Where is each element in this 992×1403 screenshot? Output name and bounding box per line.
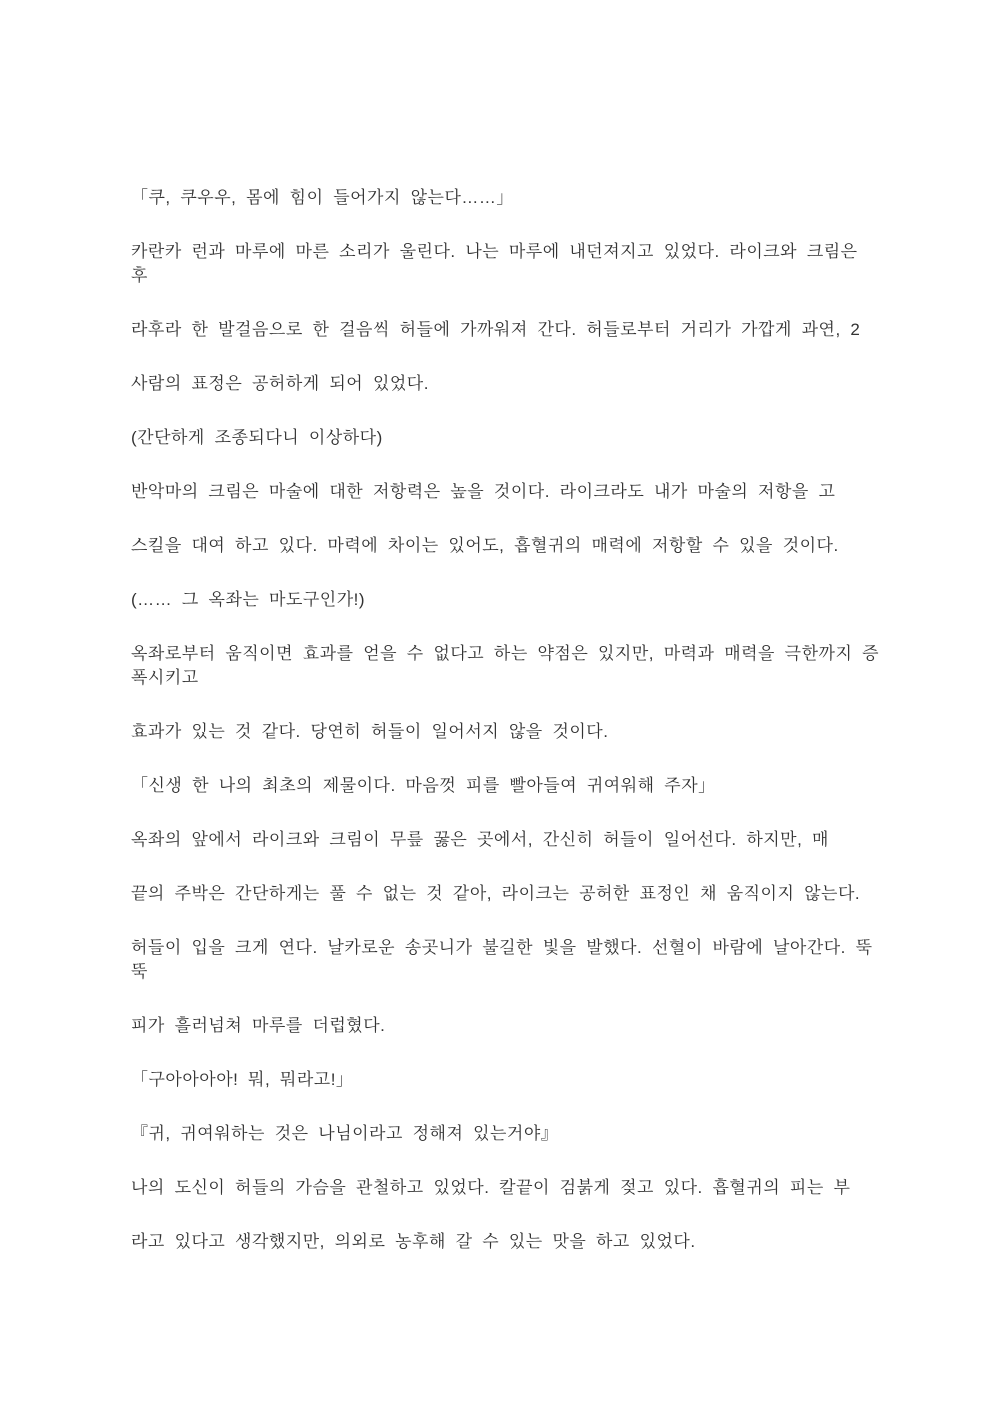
paragraph [131,882,879,906]
paragraph [131,426,879,450]
paragraph [131,720,879,744]
text-line: 효과가 있는 것 같다. 당연히 허들이 일어서지 않을 것이다. [131,722,609,741]
paragraph [131,534,879,558]
text-line: 라후라 한 발걸음으로 한 걸음씩 허들에 가까워져 간다. 허들로부터 거리가 가깝게 과연, 2 [131,320,861,339]
paragraph [131,828,879,852]
text-line: 라고 있다고 생각했지만, 의외로 농후해 갈 수 있는 맛을 하고 있었다. [131,1232,696,1251]
text-line: (간단하게 조종되다니 이상하다) [131,428,383,447]
text-line: 뚝 [131,962,148,981]
text-line: 『귀, 귀여워하는 것은 나님이라고 정해져 있는거야』 [131,1124,559,1143]
paragraph [131,186,879,210]
paragraph [131,480,879,504]
text-line: 후 [131,266,148,285]
paragraph [131,1068,879,1092]
paragraph [131,1014,879,1038]
text-line: 「신생 한 나의 최초의 제물이다. 마음껏 피를 빨아들여 귀여워해 주자」 [131,776,716,795]
document-text-body [131,186,879,1284]
text-line: 폭시키고 [131,668,199,687]
paragraph [131,774,879,798]
paragraph [131,372,879,396]
paragraph [131,318,879,342]
text-line: 피가 흘러넘쳐 마루를 더럽혔다. [131,1016,386,1035]
text-line: 끝의 주박은 간단하게는 풀 수 없는 것 같아, 라이크는 공허한 표정인 채 움직이지 않는다. [131,884,861,903]
paragraph [131,588,879,612]
paragraph [131,240,879,288]
text-line: 사람의 표정은 공허하게 되어 있었다. [131,374,429,393]
text-line: 반악마의 크림은 마술에 대한 저항력은 높을 것이다. 라이크라도 내가 마술의 저항을 고 [131,482,836,501]
text-line: 옥좌로부터 움직이면 효과를 얻을 수 없다고 하는 약점은 있지만, 마력과 매력을 극한까지 증 [131,644,880,663]
paragraph [131,642,879,690]
paragraph [131,1122,879,1146]
text-line: (…… 그 옥좌는 마도구인가!) [131,590,366,609]
text-line: 카란카 런과 마루에 마른 소리가 울린다. 나는 마루에 내던져지고 있었다. 라이크와 크림은 [131,242,858,261]
text-line: 허들이 입을 크게 연다. 날카로운 송곳니가 불길한 빛을 발했다. 선혈이 바람에 날아간다. 뚝 [131,938,873,957]
text-line: 「쿠, 쿠우우, 몸에 힘이 들어가지 않는다……」 [131,188,514,207]
text-line: 「구아아아아! 뭐, 뭐라고!」 [131,1070,354,1089]
paragraph [131,1176,879,1200]
text-line: 나의 도신이 허들의 가슴을 관철하고 있었다. 칼끝이 검붉게 젖고 있다. 흡혈귀의 피는 부 [131,1178,851,1197]
paragraph [131,936,879,984]
text-line: 스킬을 대여 하고 있다. 마력에 차이는 있어도, 흡혈귀의 매력에 저항할 수 있을 것이다. [131,536,839,555]
paragraph [131,1230,879,1254]
text-line: 옥좌의 앞에서 라이크와 크림이 무릎 꿇은 곳에서, 간신히 허들이 일어선다. 하지만, 매 [131,830,829,849]
